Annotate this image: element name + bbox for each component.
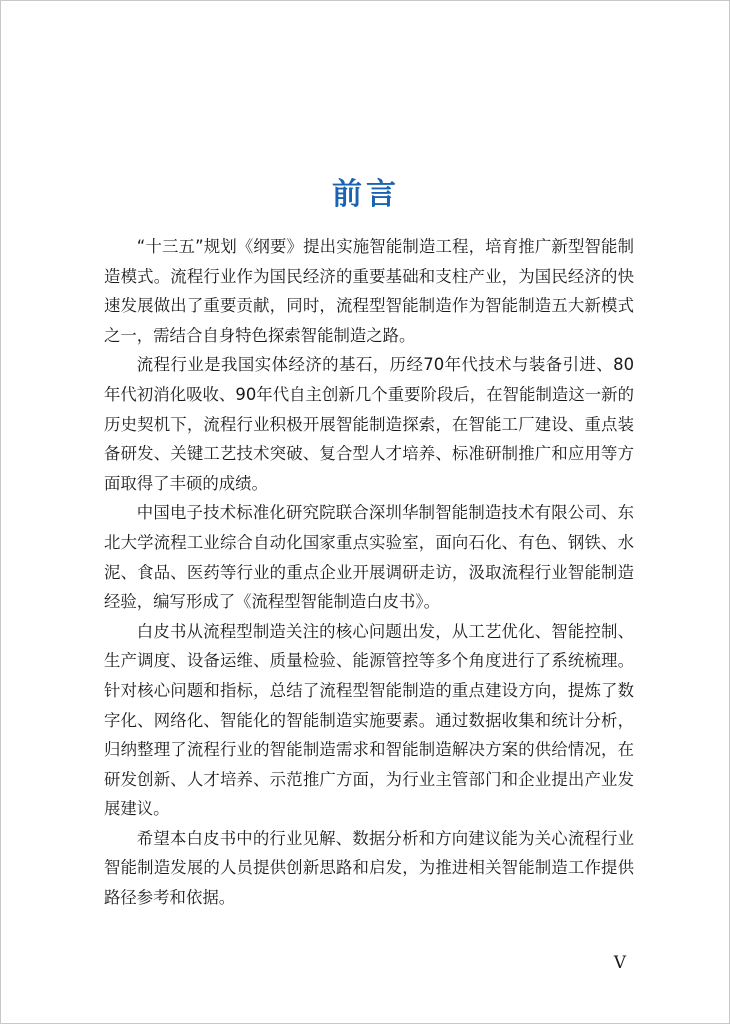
paragraph-3: 中国电子技术标准化研究院联合深圳华制智能制造技术有限公司、东北大学流程工业综合自动化国家重点实验室，面向石化、有色、钢铁、水泥、食品、医药等行业的重点企业开展调研走访，汲取流程行业智能制造经验，编写形成了《流程型智能制造白皮书》。 bbox=[104, 503, 634, 612]
page-number: V bbox=[613, 953, 626, 973]
preface-body bbox=[104, 232, 634, 913]
paragraph-2: 流程行业是我国实体经济的基石，历经70年代技术与装备引进、80年代初消化吸收、90年代自主创新几个重要阶段后，在智能制造这一新的历史契机下，流程行业积极开展智能制造探索，在智能工厂建设、重点装备研发、关键工艺技术突破、复合型人才培养、标准研制推广和应用等方面取得了丰硕的成绩。 bbox=[104, 355, 634, 493]
paragraph-5: 希望本白皮书中的行业见解、数据分析和方向建议能为关心流程行业智能制造发展的人员提供创新思路和启发，为推进相关智能制造工作提供路径参考和依据。 bbox=[104, 828, 634, 908]
paragraph-4: 白皮书从流程型制造关注的核心问题出发，从工艺优化、智能控制、生产调度、设备运维、质量检验、能源管控等多个角度进行了系统梳理。针对核心问题和指标，总结了流程型智能制造的重点建设方向，提炼了数字化、网络化、智能化的智能制造实施要素。通过数据收集和统计分析，归纳整理了流程行业的智能制造需求和智能制造解决方案的供给情况，在研发创新、人才培养、示范推广方面，为行业主管部门和企业提出产业发展建议。 bbox=[104, 621, 634, 819]
page-title: 前言 bbox=[332, 177, 400, 212]
paragraph-1: “十三五”规划《纲要》提出实施智能制造工程，培育推广新型智能制造模式。流程行业作为国民经济的重要基础和支柱产业，为国民经济的快速发展做出了重要贡献，同时，流程型智能制造作为智能制造五大新模式之一，需结合自身特色探索智能制造之路。 bbox=[104, 237, 634, 345]
